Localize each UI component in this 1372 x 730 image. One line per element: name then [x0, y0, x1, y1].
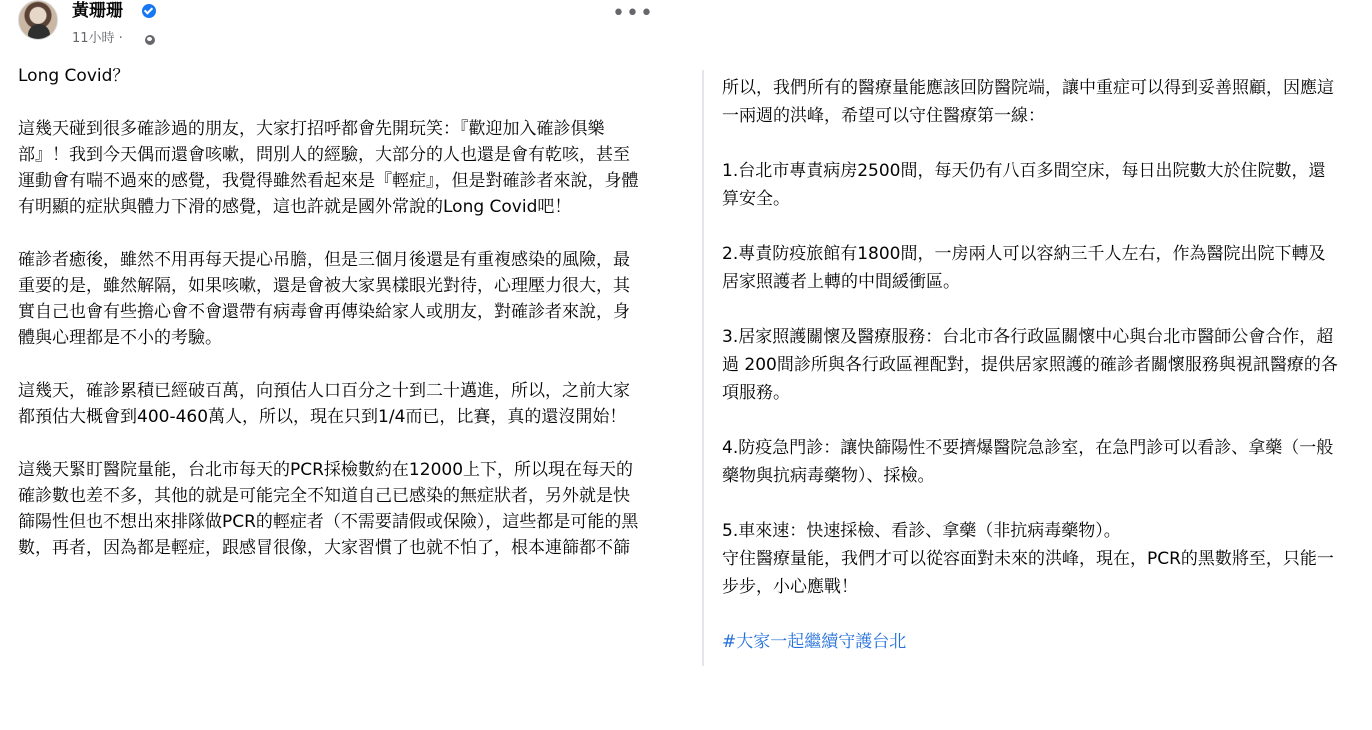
- profile-avatar[interactable]: [18, 0, 58, 40]
- post-paragraph: 3.居家照護關懷及醫療服務：台北市各行政區關懷中心與台北市醫師公會合作，超過 200間診所與各行政區裡配對，提供居家照護的確診者關懷服務與視訊醫療的各項服務。: [722, 327, 1338, 403]
- hashtag-link[interactable]: #大家一起繼續守護台北: [722, 632, 907, 652]
- more-options-icon[interactable]: •••: [612, 1, 654, 26]
- post-paragraph: 這幾天碰到很多確診過的朋友，大家打招呼都會先開玩笑：『歡迎加入確診俱樂部』！我到今天偶而還會咳嗽，問別人的經驗，大部分的人也還是會有乾咳，甚至運動會有喘不過來的感覺，我覺得雖然看起來是『輕症』，但是對確診者來說，身體有明顯的症狀與體力下滑的感覺，這也許就是國外常說的Long Covid吧！: [18, 119, 639, 217]
- post-paragraph: 1.台北市專責病房2500間，每天仍有八百多間空床，每日出院數大於住院數，還算安全。: [722, 161, 1326, 209]
- column-divider: [702, 70, 704, 666]
- public-globe-icon: [145, 35, 155, 45]
- verified-badge-icon: [142, 4, 156, 18]
- post-paragraph: 所以，我們所有的醫療量能應該回防醫院端，讓中重症可以得到妥善照顧，因應這一兩週的洪峰，希望可以守住醫療第一線：: [722, 78, 1334, 126]
- post-paragraph: 這幾天，確診累積已經破百萬，向預估人口百分之十到二十邁進，所以，之前大家都預估大概會到400-460萬人，所以，現在只到1/4而已，比賽，真的還沒開始！: [18, 381, 630, 427]
- author-name[interactable]: 黃珊珊: [72, 1, 123, 21]
- post-text-left-column: [18, 63, 646, 730]
- post-paragraph: 確診者癒後，雖然不用再每天提心吊膽，但是三個月後還是有重複感染的風險，最重要的是，雖然解隔，如果咳嗽，還是會被大家異樣眼光對待，心理壓力很大，其實自己也會有些擔心會不會還帶有病毒會再傳染給家人或朋友，對確診者來說，身體與心理都是不小的考驗。: [18, 250, 630, 348]
- post-paragraph: 5.車來速：快速採檢、看診、拿藥（非抗病毒藥物）。 守住醫療量能，我們才可以從容面對未來的洪峰，現在，PCR的黑數將至，只能一步步，小心應戰！: [722, 521, 1334, 597]
- post-paragraph: 4.防疫急門診：讓快篩陽性不要擠爆醫院急診室，在急門診可以看診、拿藥（一般藥物與抗病毒藥物）、採檢。: [722, 438, 1334, 486]
- post-paragraph: Long Covid？: [18, 66, 130, 86]
- post-paragraph: 2.專責防疫旅館有1800間，一房兩人可以容納三千人左右，作為醫院出院下轉及居家照護者上轉的中間緩衝區。: [722, 244, 1326, 292]
- post-time[interactable]: 11小時 ·: [72, 31, 123, 46]
- post-text-right-column: [722, 74, 1340, 683]
- post-paragraph: 這幾天緊盯醫院量能，台北市每天的PCR採檢數約在12000上下，所以現在每天的確診數也差不多，其他的就是可能完全不知道自己已感染的無症狀者，另外就是快篩陽性但也不想出來排隊做PCR的輕症者（不需要請假或保險），這些都是可能的黑數，再者，因為都是輕症，跟感冒很像，大家習慣了也就不怕了，根本連篩都不篩: [18, 460, 639, 558]
